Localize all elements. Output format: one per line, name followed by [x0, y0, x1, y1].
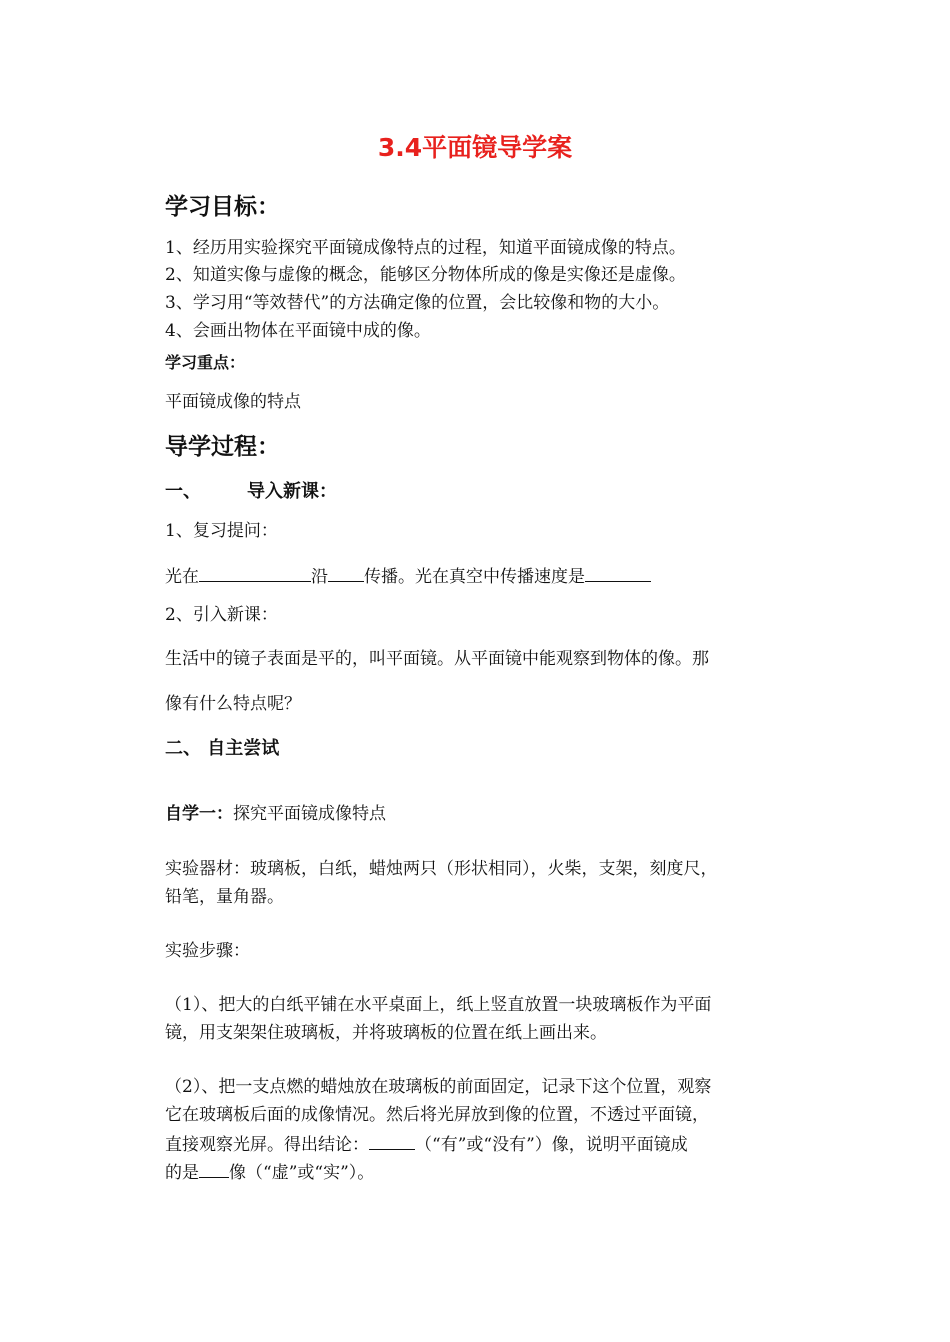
- section-one-heading: [165, 477, 337, 503]
- step-two-conclusion: [165, 1157, 374, 1187]
- step-one-line: 镜，用支架架住玻璃板，并将玻璃板的位置在纸上画出来。: [165, 1023, 607, 1043]
- self-study-topic: 探究平面镜成像特点: [233, 804, 386, 824]
- review-question-text: 传播。光在真空中传播速度是: [364, 567, 585, 587]
- equipment-line: 实验器材：玻璃板，白纸，蜡烛两只（形状相同），火柴，支架，刻度尺，: [165, 859, 718, 879]
- section-one-number: 一、: [165, 481, 201, 502]
- step-two-line: 它在玻璃板后面的成像情况。然后将光屏放到像的位置，不透过平面镜，: [165, 1105, 709, 1125]
- key-point-text: 平面镜成像的特点: [165, 392, 301, 412]
- fill-blank[interactable]: [199, 561, 311, 582]
- objective-item: 2、知道实像与虚像的概念，能够区分物体所成的像是实像还是虚像。: [165, 265, 686, 285]
- objectives-heading: 学习目标：: [165, 194, 280, 220]
- step-two-text: 像（“虚”或“实”）。: [229, 1163, 375, 1183]
- fill-blank[interactable]: [199, 1157, 229, 1178]
- objective-item: 4、会画出物体在平面镜中成的像。: [165, 321, 431, 341]
- self-study-line: [165, 800, 386, 828]
- section-one-title: 导入新课：: [247, 481, 337, 502]
- fill-blank[interactable]: [328, 561, 364, 582]
- review-question-text: 光在: [165, 567, 199, 587]
- step-two-line: （2）、把一支点燃的蜡烛放在玻璃板的前面固定，记录下这个位置，观察: [165, 1077, 712, 1097]
- steps-label: 实验步骤：: [165, 941, 250, 961]
- objective-item: 3、学习用“等效替代”的方法确定像的位置，会比较像和物的大小。: [165, 293, 670, 313]
- step-one-line: （1）、把大的白纸平铺在水平桌面上，纸上竖直放置一块玻璃板作为平面: [165, 995, 712, 1015]
- self-study-label: 自学一：: [165, 804, 233, 824]
- fill-blank[interactable]: [585, 561, 651, 582]
- intro-label: 2、引入新课：: [165, 605, 278, 625]
- section-two-heading: 二、 自主尝试: [165, 738, 280, 759]
- step-two-conclusion: [165, 1129, 688, 1159]
- step-two-text: 直接观察光屏。得出结论：: [165, 1135, 369, 1155]
- process-heading: 导学过程：: [165, 434, 280, 460]
- intro-text-line: 生活中的镜子表面是平的，叫平面镜。从平面镜中能观察到物体的像。那: [165, 649, 709, 669]
- equipment-line: 铅笔，量角器。: [165, 887, 284, 907]
- review-question-text: 沿: [311, 567, 328, 587]
- key-point-heading: 学习重点：: [165, 353, 246, 372]
- step-two-text: 的是: [165, 1163, 199, 1183]
- objective-item: 1、经历用实验探究平面镜成像特点的过程，知道平面镜成像的特点。: [165, 238, 686, 258]
- review-question: [165, 561, 651, 591]
- step-two-text: （“有”或“没有”）像，说明平面镜成: [415, 1135, 688, 1155]
- intro-text-line: 像有什么特点呢？: [165, 694, 301, 714]
- review-label: 1、复习提问：: [165, 521, 278, 541]
- fill-blank[interactable]: [369, 1129, 415, 1150]
- document-title: 3.4平面镜导学案: [377, 133, 573, 162]
